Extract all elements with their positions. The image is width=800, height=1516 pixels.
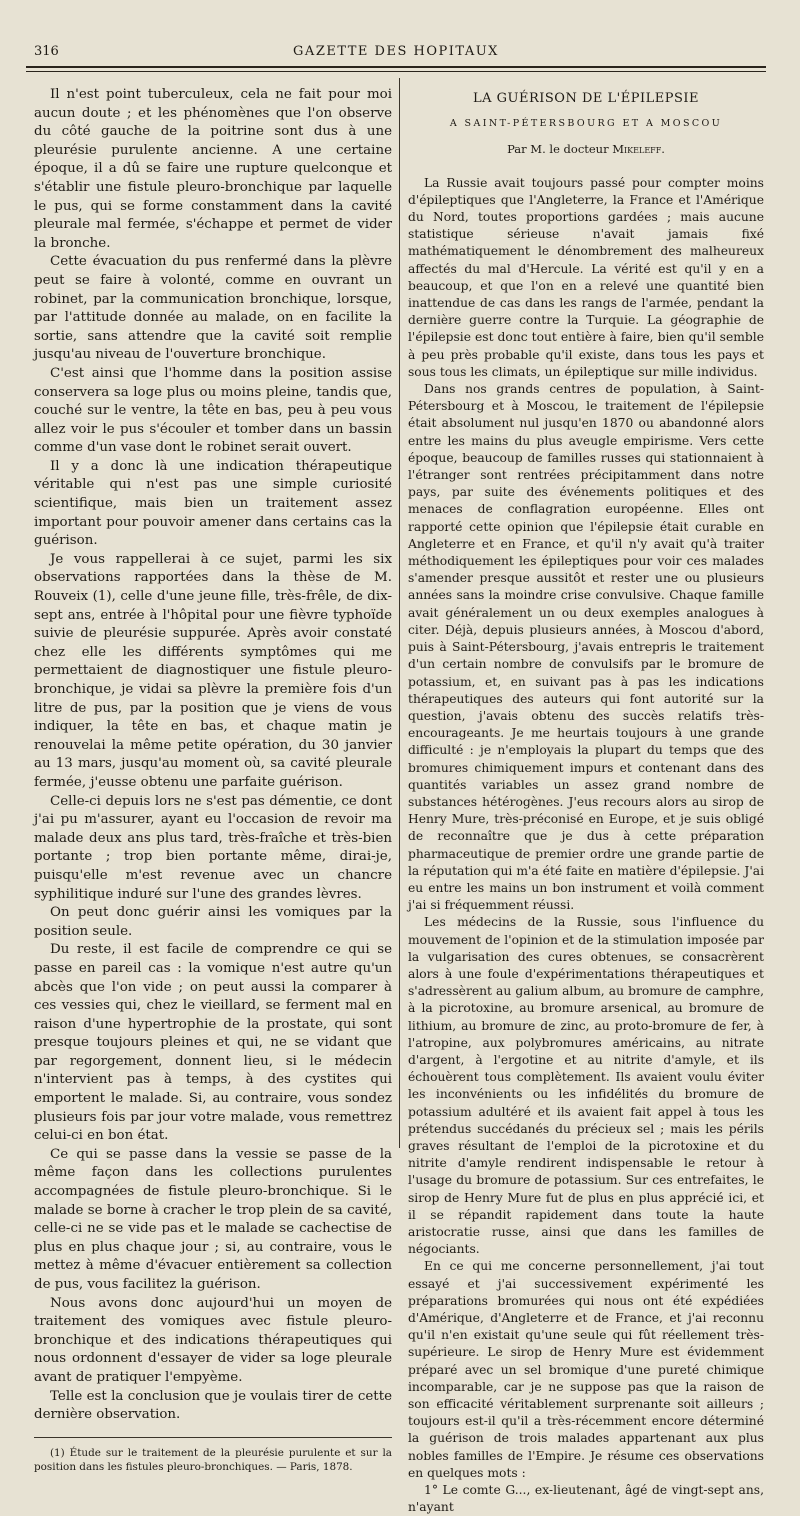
paragraph: On peut donc guérir ainsi les vomiques par la position seule. [34,905,392,939]
paragraph: Les médecins de la Russie, sous l'influence du mouvement de l'opinion et de la stimulation imposée par la vulgarisation des cures obtenues, se consacrèrent alors à une foule d'expérimentations thérapeutiques et s'adressèrent au galium album, au bromure de camphre, à la picrotoxine, au bromure arsenical, au bromure de lithium, au bromure de zinc, au proto-bromure de fer, à l'atropine, aux polybromures américains, au nitrate d'argent, à l'ergotine et au nitrite d'amyle, et ils échouèrent tous complètement. Ils avaient voulu éviter les inconvénients ou les infidélités du bromure de potassium adultéré et ils avaient fait appel à tous les prétendus succédanés du précieux sel ; mais les périls graves résultant de l'emploi de la picrotoxine et du nitrite d'amyle rendirent indispensable le retour à l'usage du bromure de potassium. Sur ces entrefaites, le sirop de Henry Mure fut de plus en plus apprécié ici, et il se répandit rapidement dans toute la haute aristocratie russe, ainsi que dans les familles de négociants. [408,915,764,1257]
paragraph: Il y a donc là une indication thérapeutique véritable qui n'est pas une simple curiosité scientifique, mais bien un traitement assez important pour pouvoir amener dans certains cas la guérison. [34,458,392,549]
paragraph: Telle est la conclusion que je voulais tirer de cette dernière observation. [34,1388,392,1423]
page-number: 316 [34,44,59,59]
page-header [26,44,766,62]
header-rule [26,66,766,68]
author-prefix: Par M. le docteur [507,142,609,157]
article-title: LA GUÉRISON DE L'ÉPILEPSIE [472,91,699,106]
paragraph: Je vous rappellerai à ce sujet, parmi les six observations rapportées dans la thèse de M. Rouveix (1), celle d'une jeune fille, très-frêle, de dix-sept ans, entrée à l'hôpital pour une fièvre typhoïde suivie de pleurésie suppurée. Après avoir constaté chez elle les différents symptômes qui me permettaient de diagnostiquer une fistule pleuro-bronchique, je vidai sa plèvre la première fois d'un litre de pus, par la position que je viens de vous indiquer, la tête en bas, et chaque matin je renouvelai la même petite opération, du 30 janvier au 13 mars, jusqu'au moment où, sa cavité pleurale fermée, j'eusse obtenu une parfaite guérison. [34,551,392,790]
right-column [408,86,764,1516]
left-column [34,86,392,1474]
paragraph: Ce qui se passe dans la vessie se passe de la même façon dans les collections purulentes accompagnées de fistule pleuro-bronchique. Si le malade se borne à cracher le trop plein de sa cavité, celle-ci ne se vide pas et le malade se cachectise de plus en plus chaque jour ; si, au contraire, vous le mettez à même d'évacuer entièrement sa collection de pus, vous facilitez la guérison. [34,1146,392,1292]
paragraph: C'est ainsi que l'homme dans la position assise conservera sa loge plus ou moins pleine, tandis que, couché sur le ventre, la tête en bas, peu à peu vous allez voir le pus s'écouler et tomber dans un bassin comme d'un vase dont le robinet serait ouvert. [34,365,392,456]
article-subtitle: A SAINT-PÉTERSBOURG ET A MOSCOU [449,118,723,130]
paragraph: Du reste, il est facile de comprendre ce qui se passe en pareil cas : la vomique n'est autre qu'un abcès que l'on vide ; on peut aussi la comparer à ces vessies qui, chez le vieillard, se ferment mal en raison d'une hypertrophie de la prostate, qui sont presque toujours pleines et qui, ne se vidant que par regorgement, donnent lieu, si le médecin n'intervient pas à temps, à des cystites qui emportent le malade. Si, au contraire, vous sondez plusieurs fois par jour votre malade, vous remettrez celui-ci en bon état. [34,942,392,1144]
paragraph: Cette évacuation du pus renfermé dans la plèvre peut se faire à volonté, comme en ouvrant un robinet, par la communication bronchique, lorsque, par l'attitude donnée au malade, on en facilite la sortie, sans attendre que la cavité soit remplie jusqu'au niveau de l'ouverture bronchique. [34,254,392,363]
paragraph: 1° Le comte G..., ex-lieutenant, âgé de vingt-sept ans, n'ayant [408,1483,764,1515]
journal-title: GAZETTE DES HOPITAUX [293,44,499,59]
paragraph: En ce qui me concerne personnellement, j'ai tout essayé et j'ai successivement expérimenté les préparations bromurées qui nous ont été expédiées d'Amérique, d'Angleterre et de France, et j'ai reconnu qu'il n'en existait qu'une seule qui fût réellement très-supérieure. Le sirop de Henry Mure est évidemment préparé avec un sel bromique d'une pureté chimique incomparable, car je ne suppose pas que la raison de son efficacité véritablement surprenante soit ailleurs ; toujours est-il qu'il a très-récemment encore déterminé la guérison de trois malades appartenant aux plus nobles familles de l'Empire. Je résume ces observations en quelques mots : [408,1259,764,1480]
footnote: (1) Étude sur le traitement de la pleurésie purulente et sur la position dans les fistules pleuro-bronchiques. — Paris, 1878. [34,1446,392,1473]
author-name: Mikeleff. [612,142,665,157]
paragraph: Il n'est point tuberculeux, cela ne fait pour moi aucun doute ; et les phénomènes que l'on observe du côté gauche de la poitrine sont dus à une pleurésie purulente ancienne. A une certaine époque, il a dû se faire une rupture quelconque et s'établir une fistule pleuro-bronchique par laquelle le pus, qui se forme constamment dans la cavité pleurale mal fermée, s'échappe et permet de vider la bronche. [34,87,392,251]
header-rule-thin [26,71,766,72]
paragraph: La Russie avait toujours passé pour compter moins d'épileptiques que l'Angleterre, la France et l'Amérique du Nord, toutes proportions gardées ; mais aucune statistique sérieuse n'avait jamais fixé mathématiquement le dénombrement des malheureux affectés du mal d'Hercule. La vérité est qu'il y en a beaucoup, et que l'on en a relevé une quantité bien inattendue de cas dans les rangs de l'armée, pendant la dernière guerre contre la Turquie. La géographie de l'épilepsie est donc tout entière à faire, bien qu'il semble à peu près probable qu'il existe, dans tous les pays et sous tous les climats, un épileptique sur mille individus. [408,175,764,379]
paragraph: Celle-ci depuis lors ne s'est pas démentie, ce dont j'ai pu m'assurer, ayant eu l'occasion de revoir ma malade deux ans plus tard, très-fraîche et très-bien portante ; trop bien portante même, dirai-je, puisqu'elle m'est revenue avec un chancre syphilitique induré sur l'une des grandes lèvres. [34,793,392,902]
footnote-rule [34,1437,392,1438]
column-separator [399,78,400,1148]
article-author [408,141,764,158]
paragraph: Nous avons donc aujourd'hui un moyen de traitement des vomiques avec fistule pleuro-bronchique et des indications thérapeutiques qui nous ordonnent d'essayer de vider sa loge pleurale avant de pratiquer l'empyème. [34,1295,392,1385]
paragraph: Dans nos grands centres de population, à Saint-Pétersbourg et à Moscou, le traitement de l'épilepsie était absolument nul jusqu'en 1870 ou abandonné alors entre les mains du plus aveugle empirisme. Vers cette époque, beaucoup de familles russes qui stationnaient à l'étranger sont rentrées précipitamment dans notre pays, par suite des événements politiques et des menaces de conflagration européenne. Elles ont rapporté cette opinion que l'épilepsie était curable en Angleterre et en France, et qu'il n'y avait qu'à traiter méthodiquement les épileptiques pour voir ces malades s'amender presque aussitôt et rester une ou plusieurs années sans la moindre crise convulsive. Chaque famille avait généralement un ou deux exemples analogues à citer. Déjà, depuis plusieurs années, à Moscou d'abord, puis à Saint-Pétersbourg, j'avais entrepris le traitement d'un certain nombre de convulsifs par le bromure de potassium, et, en suivant pas à pas les indications thérapeutiques des auteurs qui font autorité sur la question, j'avais obtenu des succès relatifs très-encourageants. Je me heurtais toujours à une grande difficulté : je n'employais la plupart du temps que des bromures chimiquement impurs et contenant dans des quantités variables un assez grand nombre de substances hétérogènes. J'eus recours alors au sirop de Henry Mure, très-préconisé en Europe, et je suis obligé de reconnaître que je dus à cette préparation pharmaceutique de premier ordre une grande partie de la réputation qui m'a été faite en matière d'épilepsie. J'ai eu entre les mains un bon instrument et voilà comment j'ai si fréquemment réussi. [408,382,764,913]
